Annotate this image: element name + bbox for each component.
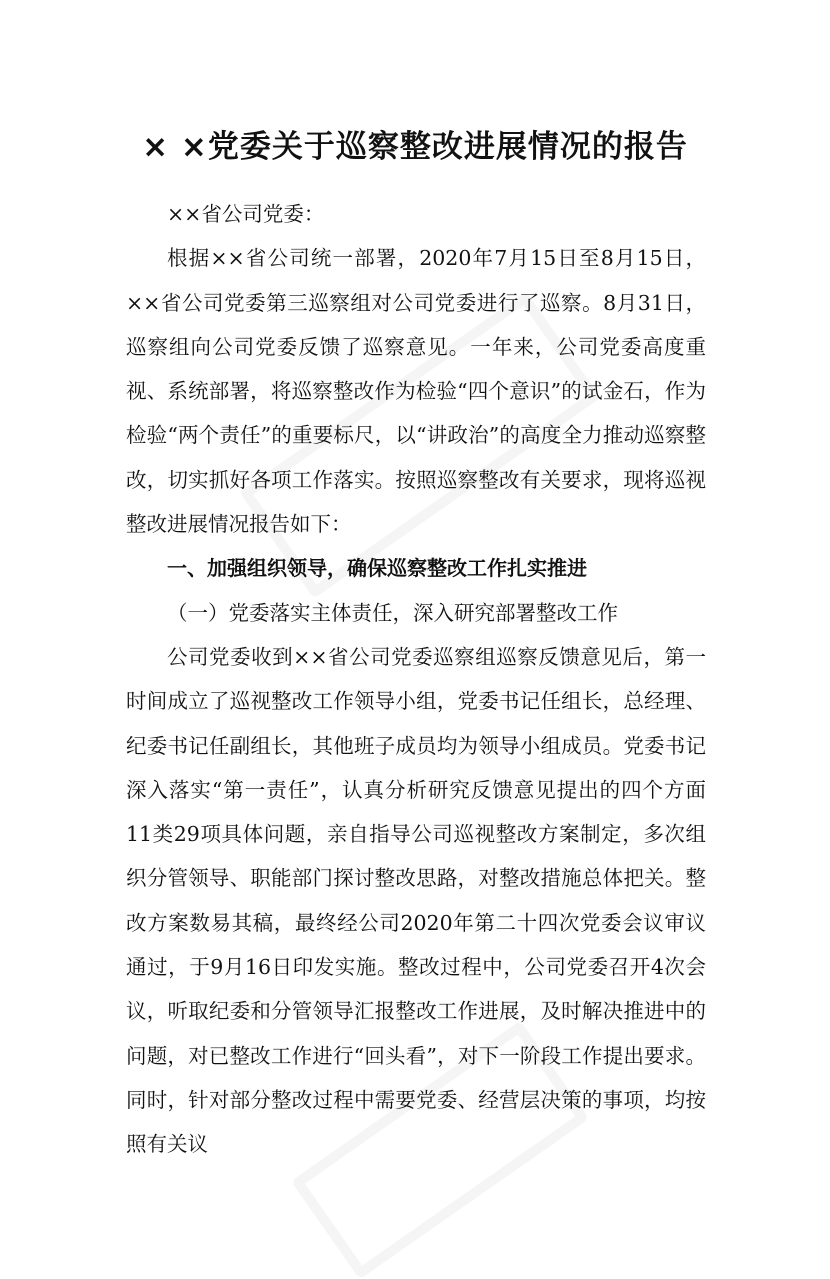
section-heading: 一、加强组织领导，确保巡察整改工作扎实推进 bbox=[167, 556, 587, 581]
subsection-heading: （一）党委落实主体责任，深入研究部署整改工作 bbox=[167, 600, 618, 625]
document-title: × ×党委关于巡察整改进展情况的报告 bbox=[142, 129, 688, 165]
subsection-paragraph: 公司党委收到××省公司党委巡察组巡察反馈意见后，第一时间成立了巡视整改工作领导小组，党委书记任组长，总经理、纪委书记任副组长，其他班子成员均为领导小组成员。党委书记深入落实“第一责任”，认真分析研究反馈意见提出的四个方面11类29项具体问题，亲自指导公司巡视整改方案制定，多次组织分管领导、职能部门探讨整改思路，对整改措施总体把关。整改方案数易其稿，最终经公司2020年第二十四次党委会议审议通过，于9月16日印发实施。整改过程中，公司党委召开4次会议，听取纪委和分管领导汇报整改工作进展，及时解决推进中的问题，对已整改工作进行“回头看”，对下一阶段工作提出要求。同时，针对部分整改过程中需要党委、经营层决策的事项，均按照有关议 bbox=[126, 644, 706, 1157]
document-body bbox=[126, 192, 706, 1167]
intro-paragraph: 根据××省公司统一部署，2020年7月15日至8月15日，××省公司党委第三巡察组对公司党委进行了巡察。8月31日，巡察组向公司党委反馈了巡察意见。一年来，公司党委高度重视、系统部署，将巡察整改作为检验“四个意识”的试金石，作为检验“两个责任”的重要标尺，以“讲政治”的高度全力推动巡察整改，切实抓好各项工作落实。按照巡察整改有关要求，现将巡视整改进展情况报告如下： bbox=[126, 246, 706, 537]
addressee-line: ××省公司党委： bbox=[167, 202, 325, 226]
